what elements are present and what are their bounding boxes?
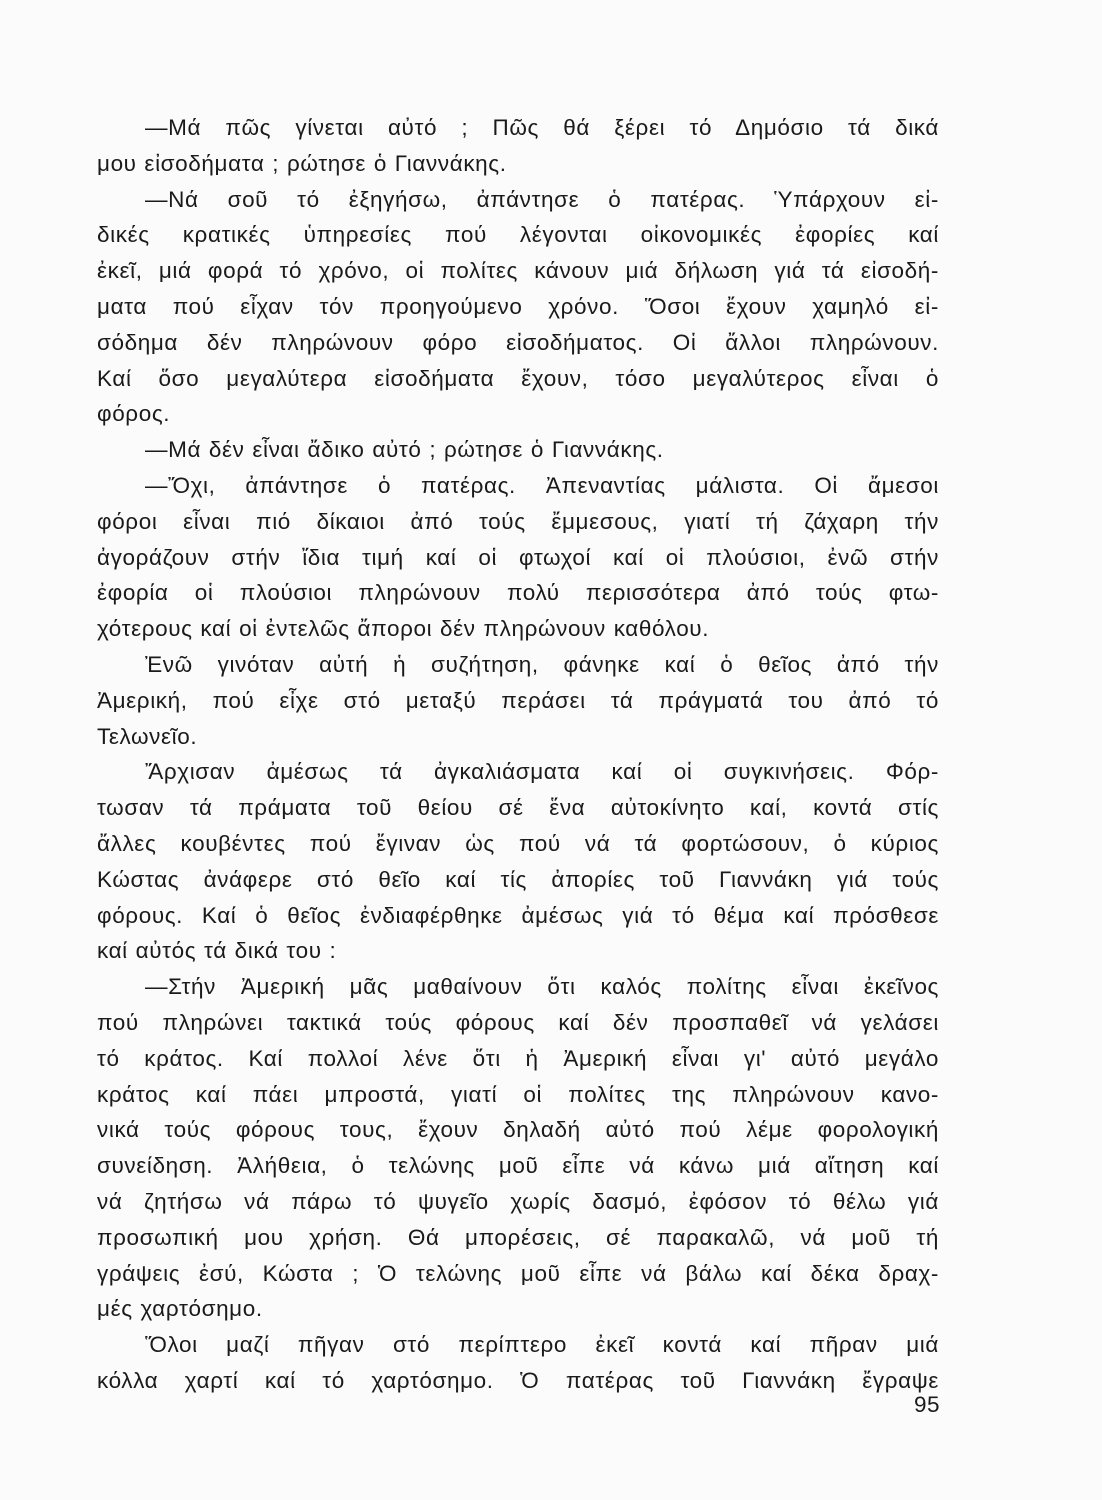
- text-line: Ἀμερική, πού εἶχε στό μεταξύ περάσει τά πράγματά του ἀπό τό: [97, 687, 939, 713]
- text-line: σόδημα δέν πληρώνουν φόρο εἰσοδήματος. Οἱ ἄλλοι πληρώνουν.: [97, 329, 939, 355]
- text-line: τό κράτος. Καί πολλοί λένε ὅτι ἡ Ἀμερική εἶναι γι' αὐτό μεγάλο: [97, 1045, 939, 1071]
- text-line: —Μά δέν εἶναι ἄδικο αὐτό ; ρώτησε ὁ Γιαννάκης.: [145, 437, 664, 463]
- text-line: μου εἰσοδήματα ; ρώτησε ὁ Γιαννάκης.: [97, 150, 507, 176]
- text-line: —Νά σοῦ τό ἐξηγήσω, ἀπάντησε ὁ πατέρας. Ὑπάρχουν εἰ-: [145, 186, 939, 212]
- text-line: Ὅλοι μαζί πῆγαν στό περίπτερο ἐκεῖ κοντά καί πῆραν μιά: [145, 1332, 939, 1358]
- text-line: νικά τούς φόρους τους, ἔχουν δηλαδή αὐτό πού λέμε φορολογική: [97, 1117, 939, 1143]
- text-line: κράτος καί πάει μπροστά, γιατί οἱ πολίτες της πληρώνουν κανο-: [97, 1081, 939, 1107]
- body-text: [97, 110, 939, 1399]
- text-line: —Ὄχι, ἀπάντησε ὁ πατέρας. Ἀπεναντίας μάλιστα. Οἱ ἄμεσοι: [145, 472, 939, 498]
- text-line: Τελωνεῖο.: [97, 723, 198, 749]
- text-line: Ἐνῶ γινόταν αὐτή ἡ συζήτηση, φάνηκε καί ὁ θεῖος ἀπό τήν: [145, 651, 939, 677]
- text-line: Ἄρχισαν ἀμέσως τά ἀγκαλιάσματα καί οἱ συγκινήσεις. Φόρ-: [145, 759, 939, 785]
- text-line: Κώστας ἀνάφερε στό θεῖο καί τίς ἀπορίες τοῦ Γιαννάκη γιά τούς: [97, 866, 939, 892]
- text-line: κόλλα χαρτί καί τό χαρτόσημο. Ὁ πατέρας τοῦ Γιαννάκη ἔγραψε: [97, 1367, 939, 1393]
- text-line: —Μά πῶς γίνεται αὐτό ; Πῶς θά ξέρει τό Δημόσιο τά δικά: [145, 115, 939, 140]
- text-line: νά ζητήσω νά πάρω τό ψυγεῖο χωρίς δασμό, ἐφόσον τό θέλω γιά: [97, 1188, 939, 1214]
- text-line: μές χαρτόσημο.: [97, 1296, 263, 1322]
- text-line: ματα πού εἶχαν τόν προηγούμενο χρόνο. Ὅσοι ἔχουν χαμηλό εἰ-: [97, 293, 939, 319]
- text-line: συνείδηση. Ἀλήθεια, ὁ τελώνης μοῦ εἶπε νά κάνω μιά αἴτηση καί: [97, 1153, 939, 1179]
- text-line: ἄλλες κουβέντες πού ἔγιναν ὡς πού νά τά φορτώσουν, ὁ κύριος: [97, 830, 939, 856]
- page-number: 95: [913, 1392, 940, 1417]
- text-line: γράψεις ἐσύ, Κώστα ; Ὁ τελώνης μοῦ εἶπε νά βάλω καί δέκα δραχ-: [97, 1260, 939, 1286]
- text-line: δικές κρατικές ὑπηρεσίες πού λέγονται οἰκονομικές ἐφορίες καί: [97, 222, 939, 248]
- text-line: πού πληρώνει τακτικά τούς φόρους καί δέν προσπαθεῖ νά γελάσει: [97, 1009, 939, 1035]
- text-line: ἐκεῖ, μιά φορά τό χρόνο, οἱ πολίτες κάνουν μιά δήλωση γιά τά εἰσοδή-: [97, 258, 939, 284]
- text-line: τωσαν τά πράματα τοῦ θείου σέ ἕνα αὐτοκίνητο καί, κοντά στίς: [97, 795, 939, 821]
- text-line: προσωπική μου χρήση. Θά μπορέσεις, σέ παρακαλῶ, νά μοῦ τή: [97, 1224, 939, 1250]
- text-line: φόρους. Καί ὁ θεῖος ἐνδιαφέρθηκε ἀμέσως γιά τό θέμα καί πρόσθεσε: [97, 902, 939, 928]
- text-line: ἀγοράζουν στήν ἴδια τιμή καί οἱ φτωχοί καί οἱ πλούσιοι, ἐνῶ στήν: [97, 544, 939, 570]
- text-line: φόροι εἶναι πιό δίκαιοι ἀπό τούς ἔμμεσους, γιατί τή ζάχαρη τήν: [97, 508, 939, 534]
- text-line: Καί ὅσο μεγαλύτερα εἰσοδήματα ἔχουν, τόσο μεγαλύτερος εἶναι ὁ: [97, 365, 939, 391]
- text-line: ἐφορία οἱ πλούσιοι πληρώνουν πολύ περισσότερα ἀπό τούς φτω-: [97, 580, 939, 606]
- text-line: χότερους καί οἱ ἐντελῶς ἄποροι δέν πληρώνουν καθόλου.: [97, 616, 710, 642]
- text-line: φόρος.: [97, 401, 171, 427]
- text-line: —Στήν Ἀμερική μᾶς μαθαίνουν ὅτι καλός πολίτης εἶναι ἐκεῖνος: [145, 974, 939, 1000]
- text-line: καί αὐτός τά δικά του :: [97, 938, 337, 964]
